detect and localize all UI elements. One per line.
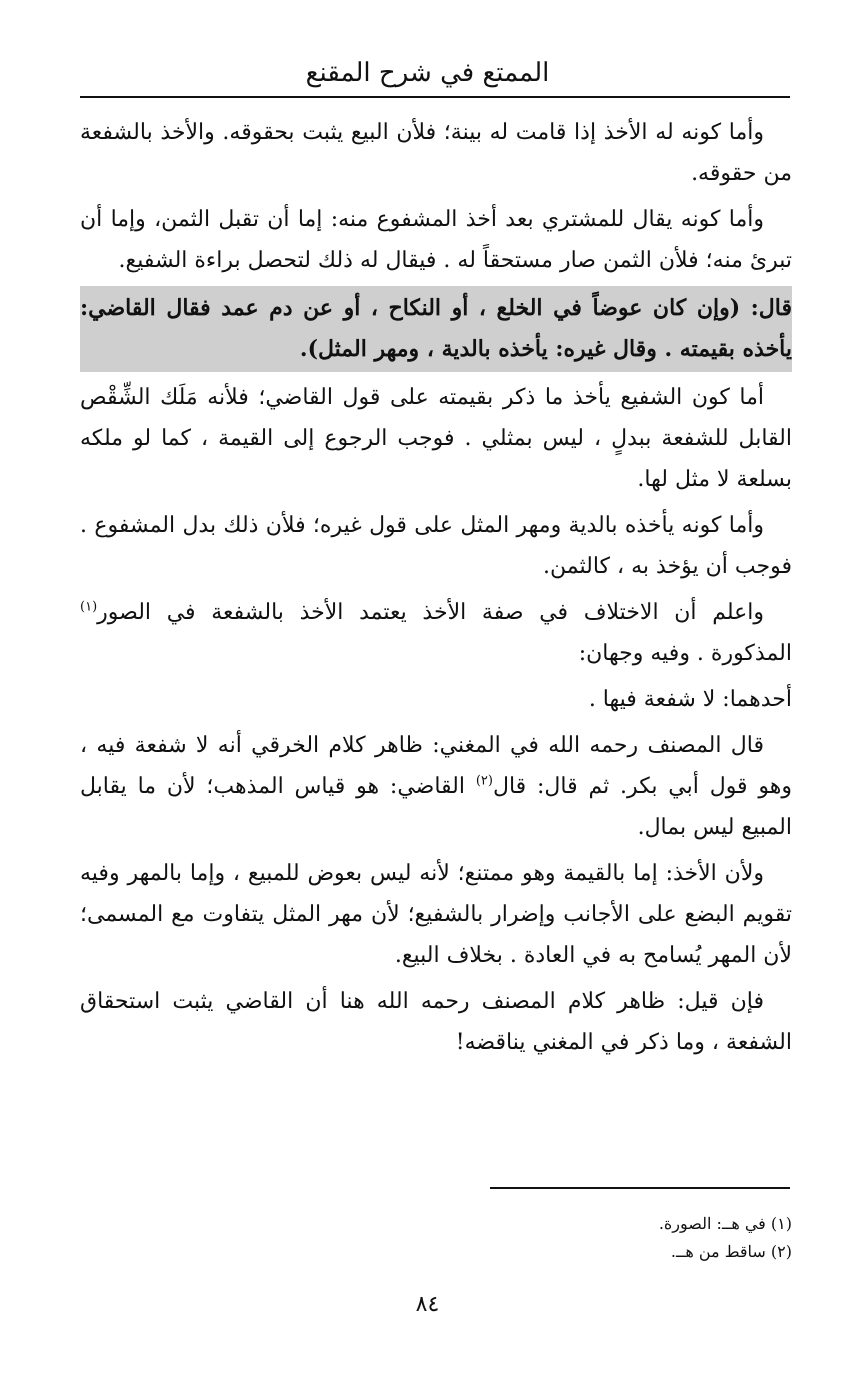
footnote-marker-1[interactable]: (١) (80, 599, 98, 615)
paragraph-1: وأما كونه له الأخذ إذا قامت له بينة؛ فلأن البيع يثبت بحقوقه. والأخذ بالشفعة من حقوقه. (80, 120, 792, 186)
footnote-marker-2[interactable]: (٢) (475, 773, 493, 789)
paragraph-9: ولأن الأخذ: إما بالقيمة وهو ممتنع؛ لأنه ليس بعوض للمبيع ، وإما بالمهر وفيه تقويم البضع على الأجانب وإضرار بالشفيع؛ لأن مهر المثل يتفاوت مع المسمى؛ لأن المهر يُسامح به في العادة . بخلاف البيع. (80, 861, 792, 968)
footnote-1: (١) في هــ: الصورة. (658, 1214, 792, 1233)
header-divider (80, 96, 790, 98)
page-number: ٨٤ (415, 1292, 440, 1317)
footnotes (80, 1210, 792, 1266)
paragraph-8-text-start: قال المصنف رحمه الله في المغني: ظاهر كلام الخرقي أنه لا شفعة فيه ، وهو قول أبي بكر. ثم قال: قال (80, 733, 793, 799)
paragraph-7: أحدهما: لا شفعة فيها . (588, 687, 792, 712)
paragraph-6-text-end: المذكورة . وفيه وجهان: (578, 641, 792, 666)
footnote-2: (٢) ساقط من هــ. (670, 1242, 792, 1261)
paragraph-6 (80, 592, 792, 674)
paragraph-5: وأما كونه يأخذه بالدية ومهر المثل على قول غيره؛ فلأن ذلك بدل المشفوع . فوجب أن يؤخذ به ، كالثمن. (80, 513, 792, 579)
paragraph-2: وأما كونه يقال للمشتري بعد أخذ المشفوع منه: إما أن تقبل الثمن، وإما أن تبرئ منه؛ فلأن الثمن صار مستحقاً له . فيقال له ذلك لتحصل براءة الشفيع. (80, 207, 792, 273)
matn-quote-highlight: قال: (وإن كان عوضاً في الخلع ، أو النكاح ، أو عن دم عمد فقال القاضي: يأخذه بقيمته . وقال غيره: يأخذه بالدية ، ومهر المثل). (80, 286, 792, 372)
paragraph-6-text-start: واعلم أن الاختلاف في صفة الأخذ يعتمد الأخذ بالشفعة في الصور (97, 600, 764, 625)
paragraph-4: أما كون الشفيع يأخذ ما ذكر بقيمته على قول القاضي؛ فلأنه مَلَك الشِّقْص القابل للشفعة ببدلٍ ، ليس بمثلي . فوجب الرجوع إلى القيمة ، كما لو ملكه بسلعة لا مثل لها. (80, 385, 792, 492)
paragraph-8 (80, 725, 792, 848)
footnote-divider (490, 1187, 790, 1189)
paragraph-10: فإن قيل: ظاهر كلام المصنف رحمه الله هنا أن القاضي يثبت استحقاق الشفعة ، وما ذكر في المغني يناقضه! (80, 989, 792, 1055)
paragraph-8-text-end: القاضي: هو قياس المذهب؛ لأن ما يقابل المبيع ليس بمال. (80, 774, 792, 840)
running-header-title: الممتع في شرح المقنع (305, 58, 550, 88)
body-text (80, 112, 792, 1068)
